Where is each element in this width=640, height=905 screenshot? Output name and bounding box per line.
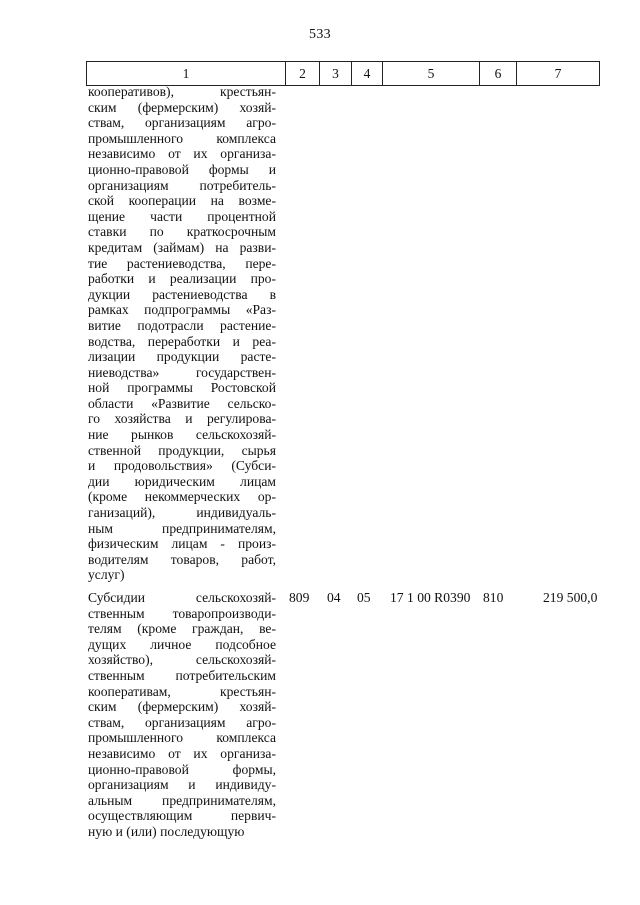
text-line: ствам, организациям агро-: [88, 714, 276, 730]
text-line: кооперативов), крестьян-: [88, 84, 276, 99]
text-line: ственным товаропроизводи-: [88, 605, 276, 621]
text-line: ствам, организациям агро-: [88, 115, 276, 131]
text-line: ным предпринимателям,: [88, 520, 276, 536]
header-col-4: 4: [351, 62, 382, 85]
text-line: ственным потребительским: [88, 667, 276, 683]
text-line: физическим лицам - произ-: [88, 536, 276, 552]
text-line: ганизаций), индивидуаль-: [88, 505, 276, 521]
row-2-col-5: 17 1 00 R0390: [390, 590, 471, 605]
text-line: дущих личное подсобное: [88, 636, 276, 652]
text-line: ниеводства» государствен-: [88, 364, 276, 380]
text-line: ционно-правовой формы и: [88, 161, 276, 177]
header-col-5: 5: [382, 62, 479, 85]
text-line: ционно-правовой формы,: [88, 761, 276, 777]
text-line: работки и реализации про-: [88, 271, 276, 287]
text-line: хозяйство), сельскохозяй-: [88, 652, 276, 668]
text-line: щение части процентной: [88, 208, 276, 224]
text-line: водителям товаров, работ,: [88, 551, 276, 567]
text-line: ским (фермерским) хозяй-: [88, 699, 276, 715]
text-line: организациям и индивиду-: [88, 777, 276, 793]
header-col-3: 3: [319, 62, 351, 85]
text-line: рамках подпрограммы «Раз-: [88, 302, 276, 318]
text-line: тие растениеводства, пере-: [88, 255, 276, 271]
row-2-col-7: 219 500,0: [543, 590, 598, 605]
text-line: дии юридическим лицам: [88, 473, 276, 489]
row-2-col-4: 05: [357, 590, 371, 605]
text-line: ние рынков сельскохозяй-: [88, 427, 276, 443]
text-line: ственной продукции, сырья: [88, 442, 276, 458]
text-line: ной программы Ростовской: [88, 380, 276, 396]
text-line: альным предпринимателям,: [88, 792, 276, 808]
text-line: витие подотрасли растение-: [88, 317, 276, 333]
text-line: осуществляющим первич-: [88, 808, 276, 824]
text-line: ским (фермерским) хозяй-: [88, 99, 276, 115]
table-header-row: [86, 61, 600, 86]
header-col-7: 7: [516, 62, 600, 85]
page-number: 533: [309, 27, 331, 42]
text-line: (кроме некоммерческих ор-: [88, 489, 276, 505]
row-2-col-3: 04: [327, 590, 341, 605]
header-col-2: 2: [285, 62, 319, 85]
text-line: промышленного комплекса: [88, 730, 276, 746]
text-line: дукции растениеводства в: [88, 286, 276, 302]
text-line: ставки по краткосрочным: [88, 224, 276, 240]
header-col-6: 6: [479, 62, 516, 85]
row-2-col-2: 809: [289, 590, 310, 605]
text-line: промышленного комплекса: [88, 130, 276, 146]
text-line: организациям потребитель-: [88, 177, 276, 193]
text-line: кооперативам, крестьян-: [88, 683, 276, 699]
text-line: го хозяйства и регулирова-: [88, 411, 276, 427]
text-line: ную и (или) последующую: [88, 823, 245, 839]
row-2-col-6: 810: [483, 590, 504, 605]
text-line: лизации продукции расте-: [88, 349, 276, 365]
text-line: независимо от их организа-: [88, 745, 276, 761]
text-line: услуг): [88, 567, 125, 583]
text-line: независимо от их организа-: [88, 146, 276, 162]
text-line: ской кооперации на возме-: [88, 193, 276, 209]
text-line: водства, переработки и реа-: [88, 333, 276, 349]
text-line: и продовольствия» (Субси-: [88, 458, 276, 474]
text-line: области «Развитие сельско-: [88, 395, 276, 411]
table-row-2-description: [88, 590, 276, 840]
text-line: Субсидии сельскохозяй-: [88, 590, 276, 605]
header-col-1: 1: [86, 62, 285, 85]
text-line: телям (кроме граждан, ве-: [88, 621, 276, 637]
text-line: кредитам (займам) на разви-: [88, 239, 276, 255]
table-row-1-description: [88, 84, 276, 583]
